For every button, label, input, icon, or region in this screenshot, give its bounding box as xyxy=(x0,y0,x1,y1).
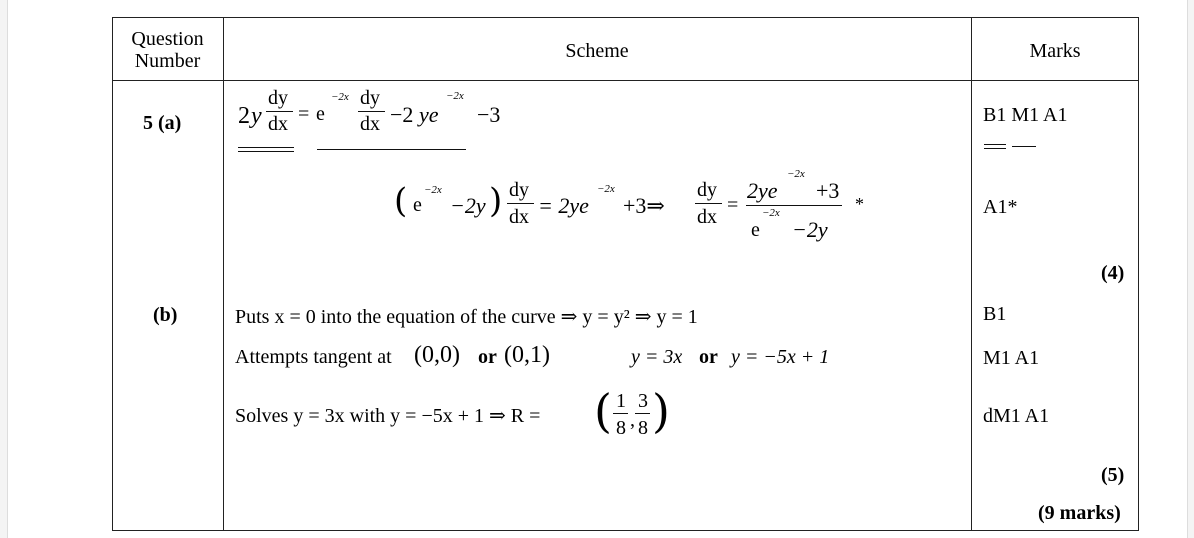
b2-point-01: (0,1) xyxy=(504,342,550,368)
eq2-den-e: e xyxy=(751,219,760,241)
right-page-edge xyxy=(1187,0,1194,538)
part-a-marks-line2: A1* xyxy=(983,196,1018,218)
eq2-dy: dy xyxy=(509,179,529,201)
b3-numerator-2: 3 xyxy=(638,390,648,412)
part-b-marks-line2: M1 A1 xyxy=(983,347,1040,369)
eq2-frac-bar-1 xyxy=(507,203,534,204)
eq2-dx: dx xyxy=(509,206,529,228)
part-b-marks-line3: dM1 A1 xyxy=(983,405,1050,427)
underline-double-2 xyxy=(238,151,294,152)
part-a-label: 5 (a) xyxy=(143,112,182,134)
eq1-e: e xyxy=(316,103,325,125)
b3-frac-bar-1 xyxy=(613,413,628,414)
b2-or-2: or xyxy=(699,346,718,368)
eq2-num-plus3: +3 xyxy=(816,178,840,203)
b3-comma: , xyxy=(630,409,635,431)
header-divider xyxy=(112,80,1139,81)
eq2-minus2y: −2y xyxy=(450,193,486,218)
eq2-frac-bar-3 xyxy=(746,205,842,206)
b3-text: Solves y = 3x with y = −5x + 1 ⇒ R = xyxy=(235,405,541,427)
mark-scheme-table xyxy=(112,17,1139,531)
eq2-plus3-implies: +3⇒ xyxy=(623,193,665,218)
eq2-eq-2ye: = 2ye xyxy=(538,193,589,218)
eq1-dx-2: dx xyxy=(360,113,380,135)
eq2-den-minus2y: −2y xyxy=(792,217,828,242)
marks-underline-double-1 xyxy=(984,144,1006,145)
b3-denominator-1: 8 xyxy=(616,417,626,439)
b2-text: Attempts tangent at xyxy=(235,346,392,368)
eq2-num-2ye: 2ye xyxy=(747,178,778,203)
question-grand-total: (9 marks) xyxy=(1038,502,1121,524)
header-question-number xyxy=(112,29,223,71)
eq2-exp-2: −2x xyxy=(597,183,615,195)
b3-close-paren: ) xyxy=(652,384,670,438)
marks-underline-double-2 xyxy=(984,148,1006,149)
eq1-minus3: −3 xyxy=(477,102,501,127)
header-question-line: Question xyxy=(131,28,204,50)
b2-tangent-1: y = 3x xyxy=(631,346,683,368)
header-marks: Marks xyxy=(1029,40,1081,62)
part-b-total: (5) xyxy=(1101,464,1125,486)
header-number-line: Number xyxy=(134,50,201,72)
eq2-dy-2: dy xyxy=(697,179,717,201)
b3-open-paren: ( xyxy=(594,384,612,438)
eq1-exp: −2x xyxy=(331,91,349,103)
eq1-dy: dy xyxy=(268,87,288,109)
eq2-equals: = xyxy=(727,194,739,216)
eq2-den-exp: −2x xyxy=(762,207,780,219)
eq2-num-exp: −2x xyxy=(787,168,805,180)
b2-or-1: or xyxy=(478,346,497,368)
eq1-equals: = xyxy=(298,103,310,125)
eq2-exp: −2x xyxy=(424,184,442,196)
eq1-dx: dx xyxy=(268,113,288,135)
part-a-total: (4) xyxy=(1101,262,1125,284)
b2-tangent-2: y = −5x + 1 xyxy=(731,346,830,368)
eq2-close-paren: ) xyxy=(489,181,503,221)
eq2-dx-2: dx xyxy=(697,206,717,228)
eq2-star: * xyxy=(855,194,864,214)
part-b-label: (b) xyxy=(153,304,178,326)
b3-frac-bar-2 xyxy=(635,413,650,414)
eq2-e: e xyxy=(413,194,422,216)
column-divider-2 xyxy=(971,17,972,531)
b3-denominator-2: 8 xyxy=(638,417,648,439)
eq1-minus2: −2 xyxy=(390,102,414,127)
b3-numerator-1: 1 xyxy=(616,390,626,412)
eq1-coef: 2 xyxy=(238,103,250,129)
part-a-marks-line1: B1 M1 A1 xyxy=(983,104,1068,126)
b2-point-origin: (0,0) xyxy=(414,342,460,368)
eq1-dy-2: dy xyxy=(360,87,380,109)
part-b-line1: Puts x = 0 into the equation of the curve ⇒ y = y² ⇒ y = 1 xyxy=(235,306,698,328)
eq1-y: y xyxy=(251,103,262,129)
underline-double-1 xyxy=(238,147,294,148)
eq2-frac-bar-2 xyxy=(695,203,722,204)
eq1-exp-2: −2x xyxy=(446,90,464,102)
left-page-edge xyxy=(0,0,8,538)
eq1-ye: ye xyxy=(419,102,439,127)
underline-single xyxy=(317,149,466,150)
eq2-open-paren: ( xyxy=(394,181,408,221)
part-b-marks-line1: B1 xyxy=(983,303,1007,325)
header-scheme: Scheme xyxy=(565,40,629,62)
marks-underline-single xyxy=(1012,146,1036,147)
column-divider-1 xyxy=(223,17,224,531)
